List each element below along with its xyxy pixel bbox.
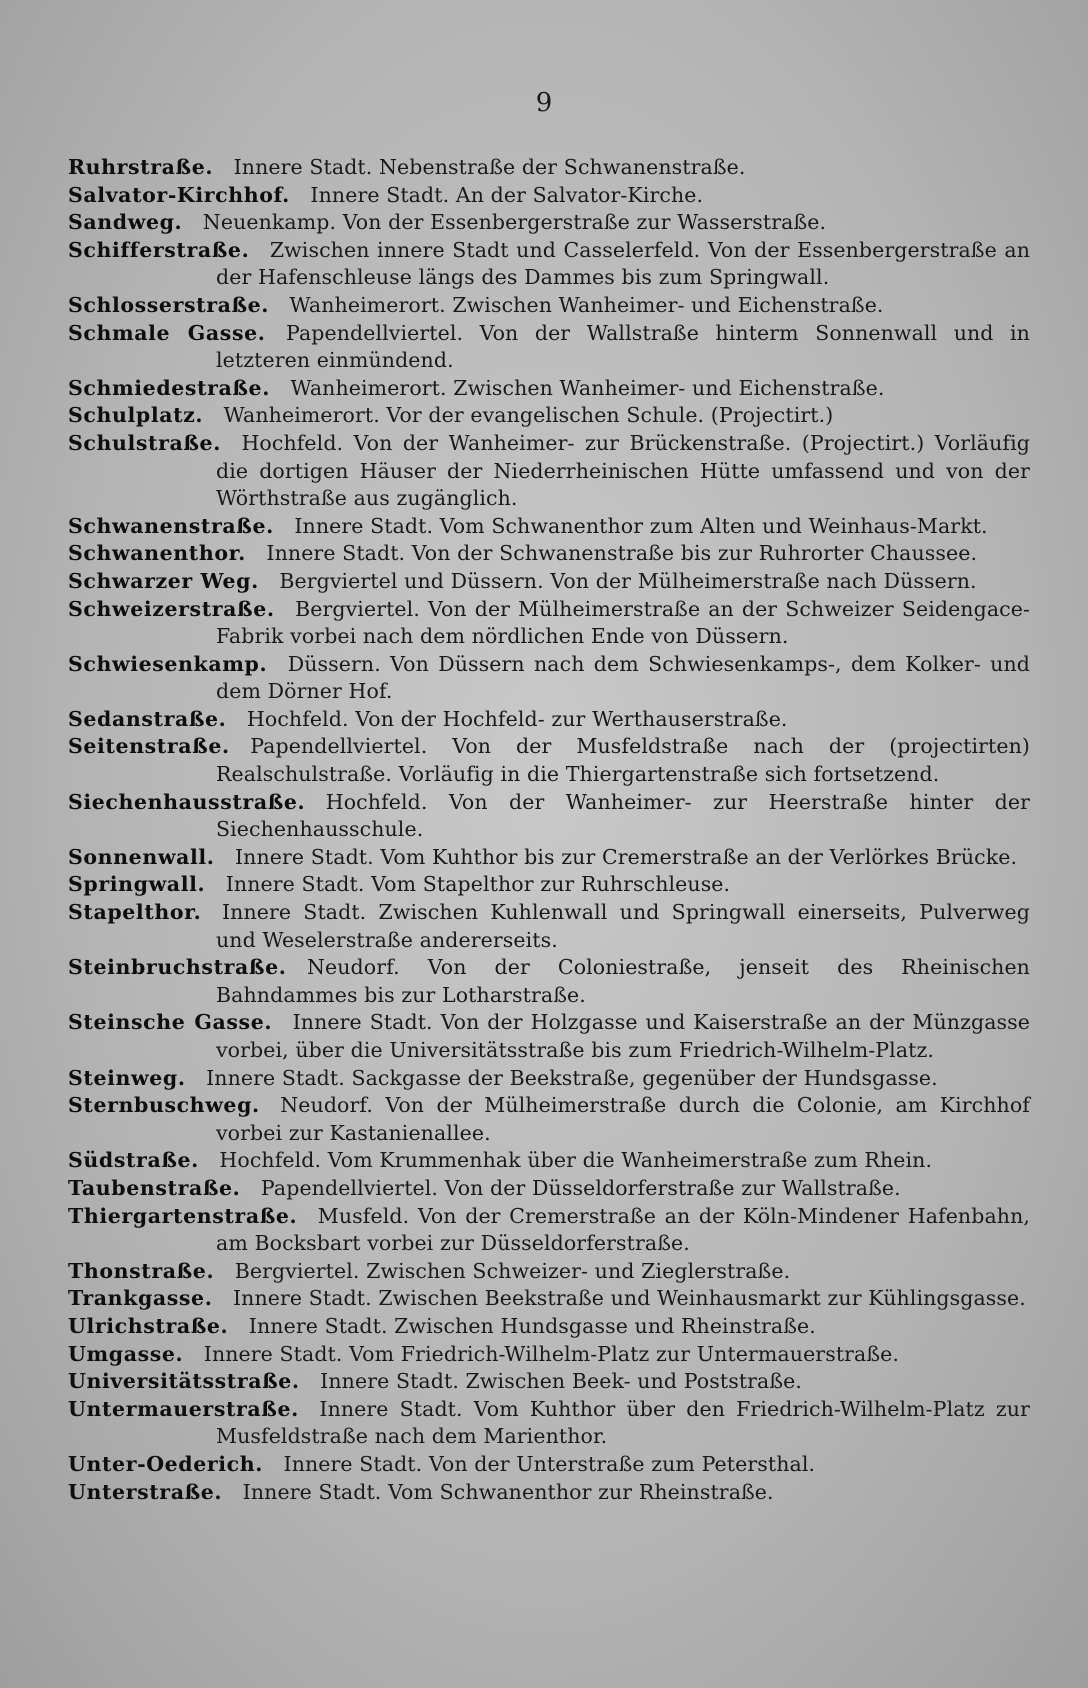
street-name: Südstraße. — [68, 1148, 199, 1173]
street-name: Thiergartenstraße. — [68, 1203, 298, 1228]
street-name: Stapelthor. — [68, 900, 202, 925]
street-name: Taubenstraße. — [68, 1175, 241, 1200]
directory-entry — [68, 844, 1030, 872]
street-name: Untermauerstraße. — [68, 1396, 299, 1421]
directory-entry — [68, 1285, 1030, 1313]
street-name: Schulstraße. — [68, 430, 221, 455]
street-name: Trankgasse. — [68, 1286, 213, 1311]
directory-entry — [68, 789, 1030, 844]
street-description: Papendellviertel. Von der Musfeldstraße nach der (projectirten) Realschulstraße. Vorläufig in die Thiergartenstraße sich fortsetzend. — [216, 734, 1030, 787]
directory-entry — [68, 292, 1030, 320]
directory-entry — [68, 237, 1030, 292]
street-name: Seitenstraße. — [68, 734, 230, 759]
street-description: Neudorf. Von der Coloniestraße, jenseit des Rheinischen Bahndammes bis zur Lotharstraße. — [216, 955, 1030, 1007]
street-description: Innere Stadt. Vom Friedrich-Wilhelm-Platz zur Untermauerstraße. — [203, 1341, 900, 1366]
street-description: Hochfeld. Vom Krummenhak über die Wanheimerstraße zum Rhein. — [219, 1148, 933, 1173]
street-description: Innere Stadt. Nebenstraße der Schwanenstraße. — [233, 155, 746, 179]
street-name: Universitätsstraße. — [68, 1369, 300, 1394]
street-description: Düssern. Von Düssern nach dem Schwiesenkamps-, dem Kolker- und dem Dörner Hof. — [216, 651, 1030, 704]
directory-entry — [68, 568, 1030, 596]
street-description: Wanheimerort. Zwischen Wanheimer- und Eichenstraße. — [289, 292, 884, 317]
street-name: Schwanenthor. — [68, 541, 246, 566]
street-name: Thonstraße. — [68, 1258, 215, 1283]
street-name: Sedanstraße. — [68, 706, 227, 731]
street-description: Innere Stadt. Vom Stapelthor zur Ruhrschleuse. — [225, 872, 731, 897]
street-name: Schifferstraße. — [68, 237, 250, 262]
street-description: Neuenkamp. Von der Essenbergerstraße zur Wasserstraße. — [202, 210, 827, 235]
street-description: Innere Stadt. Von der Holzgasse und Kaiserstraße an der Münzgasse vorbei, über die Universitätsstraße bis zum Friedrich-Wilhelm-Platz. — [216, 1010, 1030, 1062]
street-description: Bergviertel und Düssern. Von der Mülheimerstraße nach Düssern. — [279, 568, 977, 593]
street-name: Schwanenstraße. — [68, 513, 274, 538]
street-description: Hochfeld. Von der Hochfeld- zur Werthauserstraße. — [246, 706, 788, 731]
street-description: Innere Stadt. Zwischen Beekstraße und Weinhausmarkt zur Kühlingsgasse. — [232, 1286, 1026, 1311]
directory-entry — [68, 1451, 1030, 1479]
street-name: Springwall. — [68, 872, 206, 897]
directory-entry — [68, 402, 1030, 430]
street-description: Musfeld. Von der Cremerstraße an der Köln-Mindener Hafenbahn, am Bocksbart vorbei zur Düsseldorferstraße. — [216, 1203, 1030, 1256]
directory-entry — [68, 596, 1030, 651]
directory-entry — [68, 1396, 1030, 1451]
directory-entry — [68, 651, 1030, 706]
street-name: Schulplatz. — [68, 403, 204, 428]
directory-entry — [68, 375, 1030, 403]
street-name: Schmale Gasse. — [68, 320, 266, 345]
directory-entry — [68, 1009, 1030, 1064]
street-description: Zwischen innere Stadt und Casselerfeld. Von der Essenbergerstraße an der Hafenschleuse längs des Dammes bis zum Springwall. — [216, 237, 1030, 290]
street-directory-list — [68, 154, 1030, 1506]
directory-entry — [68, 1175, 1030, 1203]
street-description: Innere Stadt. Zwischen Beek- und Poststraße. — [320, 1369, 803, 1394]
street-description: Innere Stadt. Von der Unterstraße zum Petersthal. — [283, 1451, 816, 1476]
directory-entry — [68, 513, 1030, 541]
street-name: Schwiesenkamp. — [68, 651, 268, 676]
street-name: Umgasse. — [68, 1341, 184, 1366]
page-number: 9 — [535, 88, 553, 118]
street-description: Innere Stadt. Zwischen Hundsgasse und Rheinstraße. — [248, 1313, 816, 1338]
directory-entry — [68, 430, 1030, 513]
directory-entry — [68, 154, 1030, 182]
street-description: Hochfeld. Von der Wanheimer- zur Brückenstraße. (Projectirt.) Vorläufig die dortigen Häuser der Niederrheinischen Hütte umfassend und von der Wörthstraße aus zugänglich. — [216, 430, 1030, 511]
directory-entry — [68, 954, 1030, 1009]
directory-entry — [68, 1147, 1030, 1175]
street-name: Sandweg. — [68, 210, 183, 235]
directory-entry — [68, 733, 1030, 788]
street-name: Unterstraße. — [68, 1479, 223, 1504]
street-description: Papendellviertel. Von der Wallstraße hinterm Sonnenwall und in letzteren einmündend. — [216, 320, 1030, 373]
street-name: Sternbuschweg. — [68, 1093, 260, 1118]
street-description: Bergviertel. Von der Mülheimerstraße an der Schweizer Seidengace-Fabrik vorbei nach dem nördlichen Ende von Düssern. — [216, 596, 1030, 649]
street-description: Innere Stadt. An der Salvator-Kirche. — [310, 182, 704, 207]
directory-entry — [68, 209, 1030, 237]
street-description: Neudorf. Von der Mülheimerstraße durch die Colonie, am Kirchhof vorbei zur Kastanienallee. — [216, 1093, 1030, 1145]
street-description: Hochfeld. Von der Wanheimer- zur Heerstraße hinter der Siechenhausschule. — [216, 789, 1030, 842]
street-name: Unter-Oederich. — [68, 1451, 263, 1476]
street-name: Schweizerstraße. — [68, 596, 275, 621]
street-name: Ulrichstraße. — [68, 1313, 229, 1338]
street-description: Innere Stadt. Vom Schwanenthor zum Alten und Weinhaus-Markt. — [294, 513, 988, 538]
street-description: Innere Stadt. Vom Schwanenthor zur Rheinstraße. — [242, 1479, 774, 1504]
street-description: Innere Stadt. Von der Schwanenstraße bis zur Ruhrorter Chaussee. — [266, 541, 978, 566]
directory-entry — [68, 706, 1030, 734]
directory-entry — [68, 1479, 1030, 1507]
street-description: Innere Stadt. Zwischen Kuhlenwall und Springwall einerseits, Pulverweg und Weselerstraße andererseits. — [216, 900, 1030, 952]
directory-entry — [68, 1258, 1030, 1286]
street-name: Ruhrstraße. — [68, 155, 214, 179]
street-name: Steinweg. — [68, 1065, 186, 1090]
street-description: Innere Stadt. Sackgasse der Beekstraße, gegenüber der Hundsgasse. — [206, 1065, 938, 1090]
directory-entry — [68, 1092, 1030, 1147]
directory-entry — [68, 1341, 1030, 1369]
street-name: Salvator-Kirchhof. — [68, 182, 290, 207]
directory-entry — [68, 899, 1030, 954]
directory-entry — [68, 1203, 1030, 1258]
directory-entry — [68, 1065, 1030, 1093]
directory-entry — [68, 320, 1030, 375]
street-description: Papendellviertel. Von der Düsseldorferstraße zur Wallstraße. — [260, 1175, 901, 1200]
street-name: Steinsche Gasse. — [68, 1010, 273, 1035]
street-description: Wanheimerort. Zwischen Wanheimer- und Eichenstraße. — [290, 375, 885, 400]
street-name: Sonnenwall. — [68, 844, 215, 869]
street-description: Innere Stadt. Vom Kuhthor bis zur Cremerstraße an der Verlörkes Brücke. — [234, 844, 1018, 869]
directory-entry — [68, 871, 1030, 899]
street-description: Bergviertel. Zwischen Schweizer- und Zieglerstraße. — [234, 1258, 791, 1283]
street-name: Steinbruchstraße. — [68, 955, 287, 980]
street-description: Innere Stadt. Vom Kuhthor über den Friedrich-Wilhelm-Platz zur Musfeldstraße nach dem Marienthor. — [216, 1396, 1030, 1449]
directory-entry — [68, 540, 1030, 568]
directory-entry — [68, 1313, 1030, 1341]
street-name: Schmiedestraße. — [68, 375, 270, 400]
street-name: Siechenhausstraße. — [68, 789, 306, 814]
directory-entry — [68, 182, 1030, 210]
street-name: Schlosserstraße. — [68, 292, 270, 317]
directory-entry — [68, 1368, 1030, 1396]
street-description: Wanheimerort. Vor der evangelischen Schule. (Projectirt.) — [223, 403, 834, 428]
street-name: Schwarzer Weg. — [68, 568, 259, 593]
